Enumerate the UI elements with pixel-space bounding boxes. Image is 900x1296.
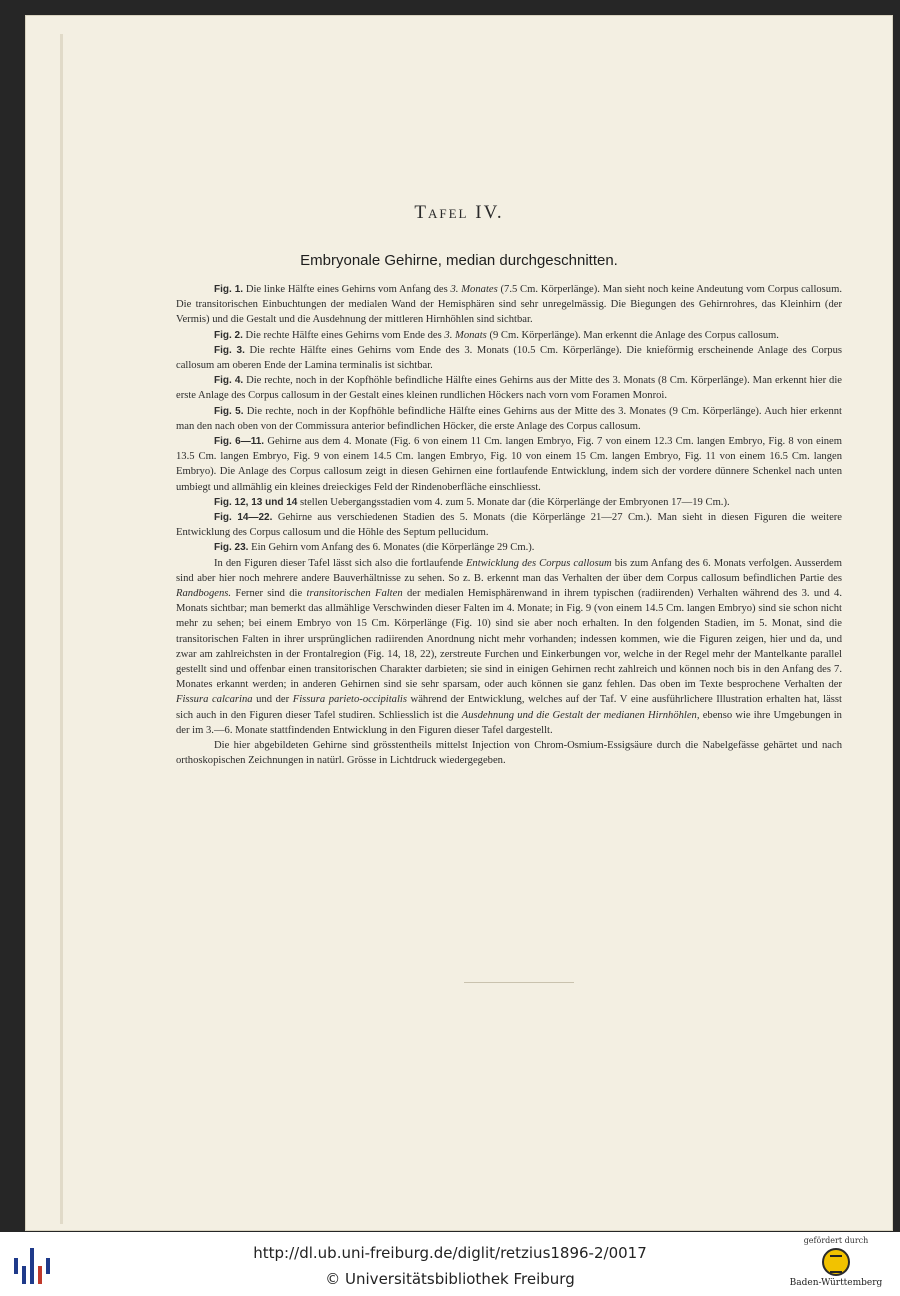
italic-term: Entwicklung des Corpus callosum xyxy=(465,557,612,569)
text-run: Gehirne aus verschiedenen Stadien des 5. Monats (die Körperlänge 21—27 Cm.). Man sieht in diesen Figuren die weitere Entwicklung des Corpus callosum und die Höhle des Septum pellucidum. xyxy=(176,512,842,539)
paragraph xyxy=(176,282,842,328)
paragraph xyxy=(176,343,842,373)
text-run: Die rechte Hälfte eines Gehirns vom Ende des xyxy=(242,329,445,341)
text-run: Ferner sind die xyxy=(231,588,307,600)
viewer-footer xyxy=(0,1232,900,1296)
italic-term: 3. Monates xyxy=(450,284,498,295)
text-run: Die rechte, noch in der Kopfhöhle befindliche Hälfte eines Gehirns aus der Mitte des 3. Monates (9 Cm. Körperlänge). Auch hier erkennt man den nach oben von der Commissura anterior befindlichen Höcker, die erste Anlage des Corpus callosum. xyxy=(176,405,842,432)
paragraph xyxy=(176,738,842,768)
text-run: und der xyxy=(252,694,293,706)
document-page xyxy=(26,16,892,1230)
text-run: Die rechte Hälfte eines Gehirns vom Ende des 3. Monats (10.5 Cm. Körperlänge). Die knieförmig erscheinende Anlage des Corpus callosum am oberen Ende der Lamina terminalis ist sichtbar. xyxy=(176,344,842,372)
text-run: In den Figuren dieser Tafel lässt sich also die fortlaufende xyxy=(214,557,466,569)
figure-label: Fig. 4. xyxy=(214,375,244,387)
copyright-notice: © Universitätsbibliothek Freiburg xyxy=(325,1270,575,1288)
paragraph xyxy=(176,556,842,738)
text-run: während der Entwicklung, welches auf der Taf. V eine ausführlichere Illustration erhalten hat, lässt sich auch in den Figuren dieser Tafel studiren. Schliesslich ist die xyxy=(176,694,842,721)
text-run: ebenso wie ihre Umgebungen in der im 3.—6. Monate stattfindenden Entwicklung in den Figuren dieser Tafel dargestellt. xyxy=(176,709,842,736)
paragraph xyxy=(176,540,842,555)
plate-subtitle: Embryonale Gehirne, median durchgeschnitten. xyxy=(300,252,618,269)
text-run: (9 Cm. Körperlänge). Man erkennt die Anlage des Corpus callosum. xyxy=(486,329,779,341)
figure-label: Fig. 6—11. xyxy=(214,436,265,448)
figure-label: Fig. 23. xyxy=(214,542,249,554)
funder-badge xyxy=(786,1236,886,1294)
figure-label: Fig. 2. xyxy=(214,329,243,341)
text-run: bis zum Anfang des 6. Monats verfolgen. Ausserdem sind aber hier noch mehrere andere Bauverhältnisse zu sehen. So z. B. erkennt man das Verhalten der über dem Corpus callosum befindlichen Partie des xyxy=(176,557,842,584)
funder-name: Baden-Württemberg xyxy=(789,1278,883,1288)
italic-term: Fissura calcarina xyxy=(176,694,253,706)
paragraph xyxy=(176,373,842,403)
text-run: der medialen Hemisphärenwand in ihrem typischen (radiirenden) Verhalten während des 3. und 4. Monats sichtbar; man bemerkt das allmählige Verschwinden dieser Falten im 4. Monate; in Fig. 9 (von einem 14.5 Cm. langen Embryo) sind sie schon nicht mehr zu sehen; bei einem Embryo von 15 Cm. Körperlänge (Fig. 10) sind sie aber noch erhalten. In den folgenden Stadien, im 5. Monat, sind die transitorischen Falten in ihrer ursprünglichen radiirenden Anordnung nicht mehr vorhanden; indessen kommen, wie die Figuren zeigen, hier und da, und zwar am zahlreichsten in der Frontalregion (Fig. 14, 18, 22), zerstreute Furchen und Einkerbungen vor, welche in der Regel mehr der Mantelkante parallel gestellt sind und offenbar einen transitorischen Charakter darbieten; sie sind in einigen Gehirnen recht zahlreich und können noch bis in den Anfang des 7. Monates erkannt werden; in anderen Gehirnen sind sie sehr sparsam, oder auch können sie ganz fehlen. Das oben im Texte besprochene Verhalten der xyxy=(176,588,842,691)
plate-title: Tafel IV. xyxy=(414,202,504,223)
text-run: Die rechte, noch in der Kopfhöhle befindliche Hälfte eines Gehirns aus der Mitte des 3. Monats (8 Cm. Körperlänge). Man erkennt hier die erste Anlage des Corpus callosum in der Gestalt eines kleinen rundlichen Höckers nach vorn vom Foramen Monroi. xyxy=(176,375,842,402)
italic-term: transitorischen Falten xyxy=(306,588,403,600)
italic-term: Fissura parieto-occipitalis xyxy=(292,694,407,706)
figure-label: Fig. 12, 13 und 14 xyxy=(214,496,298,508)
figure-label: Fig. 3. xyxy=(214,344,245,356)
permalink-url[interactable]: http://dl.ub.uni-freiburg.de/diglit/retzius1896-2/0017 xyxy=(253,1244,647,1262)
paragraph xyxy=(176,404,842,434)
text-run: Die linke Hälfte eines Gehirns vom Anfang des xyxy=(243,284,451,295)
figure-label: Fig. 5. xyxy=(214,405,244,417)
italic-term: Randbogens. xyxy=(176,588,232,600)
italic-term: 3. Monats xyxy=(444,329,487,341)
funder-caption: gefördert durch xyxy=(803,1236,869,1245)
paragraph xyxy=(176,495,842,510)
divider-rule xyxy=(464,982,574,983)
paragraph xyxy=(176,510,842,540)
text-run: stellen Uebergangsstadien vom 4. zum 5. Monate dar (die Körperlänge der Embryonen 17—19 Cm.). xyxy=(297,496,730,508)
text-run: Die hier abgebildeten Gehirne sind grösstentheils mittelst Injection von Chrom-Osmium-Essigsäure durch die Nabelgefässe gehärtet und nach orthoskopischen Zeichnungen in natürl. Grösse in Lichtdruck wiedergegeben. xyxy=(176,740,842,767)
italic-term: Ausdehnung und die Gestalt der medianen Hirnhöhlen, xyxy=(461,709,700,721)
text-run: Gehirne aus dem 4. Monate (Fig. 6 von einem 11 Cm. langen Embryo, Fig. 7 von einem 12.3 Cm. langen Embryo, Fig. 8 von einem 13.5 Cm. langen Embryo, Fig. 9 von einem 14.5 Cm. langen Embryo, Fig. 10 von einem 15 Cm. langen Embryo, Fig. 11 von einem 16.5 Cm. langen Embryo). Die Anlage des Corpus callosum zeigt in diesen Gehirnen eine fortlaufende Entwicklung, indem sich der vordere dünnere Schenkel nach unten umbiegt und allmählig ein kleines dreieckiges Feld der Rindenoberfläche einschliesst. xyxy=(176,436,842,493)
text-run: (7.5 Cm. Körperlänge). Man sieht noch keine Andeutung vom Corpus callosum. Die transitorischen Einbuchtungen der medialen Wand der Hemisphären sind sehr unregelmässig. Die Biegungen des Gehirnrohres, das Kleinhirn (der Vermis) und die Gestalt und die Ausdehnung der mittleren Hirnhöhlen sind sichtbar. xyxy=(176,284,842,326)
figure-label: Fig. 14—22. xyxy=(214,512,273,524)
paragraph xyxy=(176,434,842,495)
text-run: Ein Gehirn vom Anfang des 6. Monates (die Körperlänge 29 Cm.). xyxy=(248,542,535,554)
figure-label: Fig. 1. xyxy=(214,284,244,295)
paragraph xyxy=(176,328,842,343)
bw-crest-icon xyxy=(822,1248,850,1276)
plate-description xyxy=(176,282,842,769)
